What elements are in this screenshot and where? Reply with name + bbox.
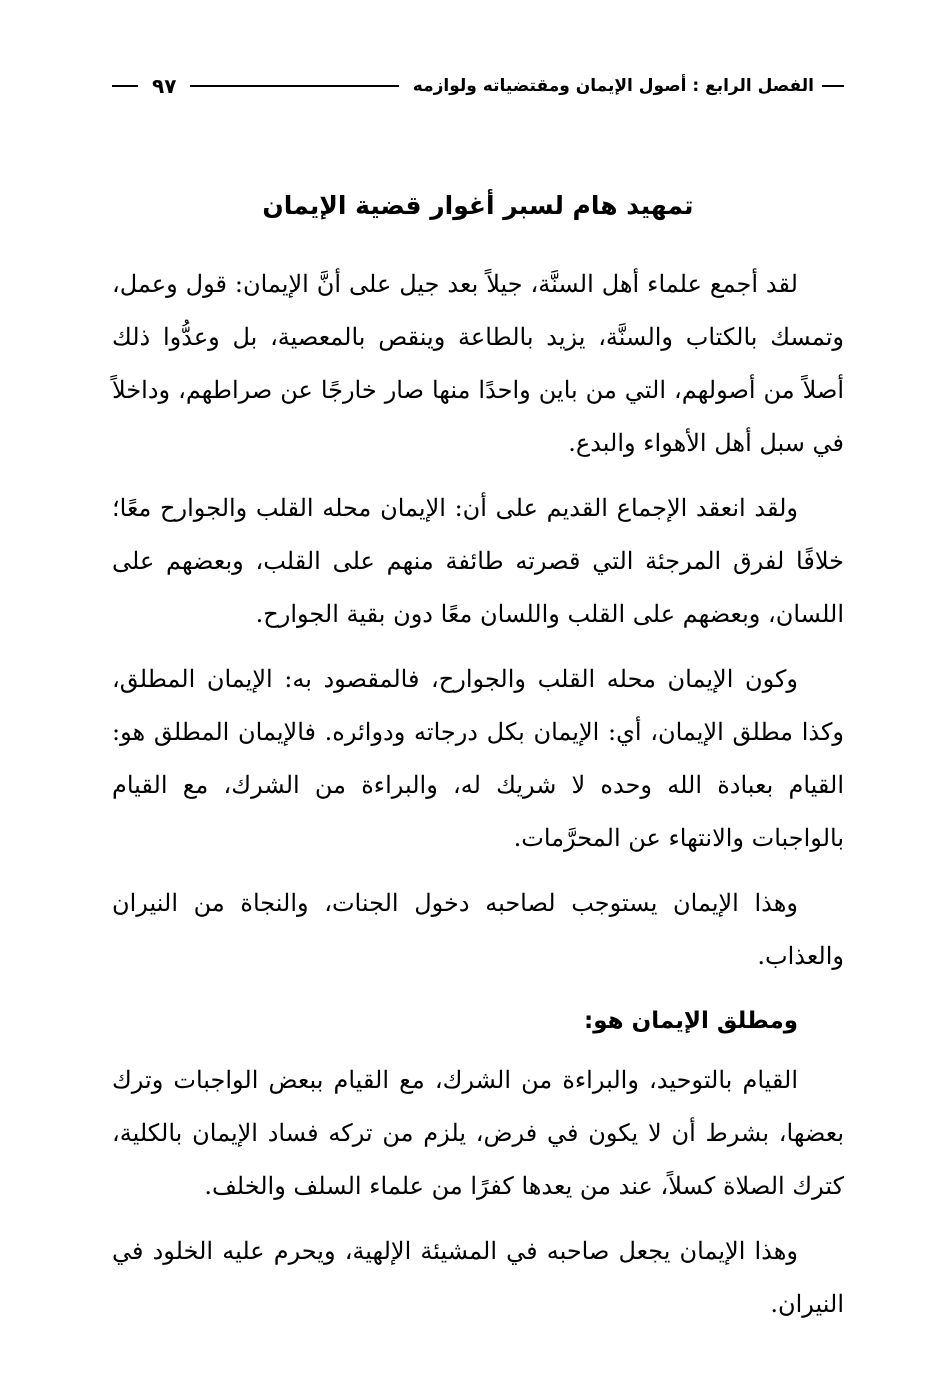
section-title: تمهيد هام لسبر أغوار قضية الإيمان [262,191,694,220]
header-dash-right [822,85,844,87]
body-text [112,258,844,1343]
paragraph-6: وهذا الإيمان يجعل صاحبه في المشيئة الإلهية، ويحرم عليه الخلود في النيران. [112,1237,844,1318]
running-header [112,66,844,106]
header-dash-left [112,85,138,87]
subheading-mutlaq-al-iman: ومطلق الإيمان هو: [584,1008,798,1034]
paragraph-3: وكون الإيمان محله القلب والجوارح، فالمقصود به: الإيمان المطلق، وكذا مطلق الإيمان، أي: الإيمان بكل درجاته ودوائره. فالإيمان المطلق هو: القيام بعبادة الله وحده لا شريك له، والبراءة من الشرك، مع القيام بالواجبات والانتهاء عن المحرَّمات. [112,665,845,852]
page-number: ٩٧ [152,74,177,98]
paragraph-5: القيام بالتوحيد، والبراءة من الشرك، مع القيام ببعض الواجبات وترك بعضها، بشرط أن لا يكون في فرض، يلزم من تركه فساد الإيمان بالكلية، كترك الصلاة كسلاً، عند من يعدها كفرًا من علماء السلف والخلف. [112,1066,844,1200]
paragraph-2: ولقد انعقد الإجماع القديم على أن: الإيمان محله القلب والجوارح معًا؛ خلافًا لفرق المرجئة التي قصرته طائفة منهم على القلب، وبعضهم على اللسان، وبعضهم على القلب واللسان معًا دون بقية الجوارح. [112,494,844,628]
paragraph-4: وهذا الإيمان يستوجب لصاحبه دخول الجنات، والنجاة من النيران والعذاب. [112,889,844,970]
header-rule [190,85,398,87]
header-chapter-title: الفصل الرابع : أصول الإيمان ومقتضياته ولوازمه [412,76,814,96]
paragraph-1: لقد أجمع علماء أهل السنَّة، جيلاً بعد جيل على أنَّ الإيمان: قول وعمل، وتمسك بالكتاب والسنَّة، يزيد بالطاعة وينقص بالمعصية، بل وعدُّوا ذلك أصلاً من أصولهم، التي من باين واحدًا منها صار خارجًا عن صراطهم، وداخلاً في سبل أهل الأهواء والبدع. [112,270,844,457]
